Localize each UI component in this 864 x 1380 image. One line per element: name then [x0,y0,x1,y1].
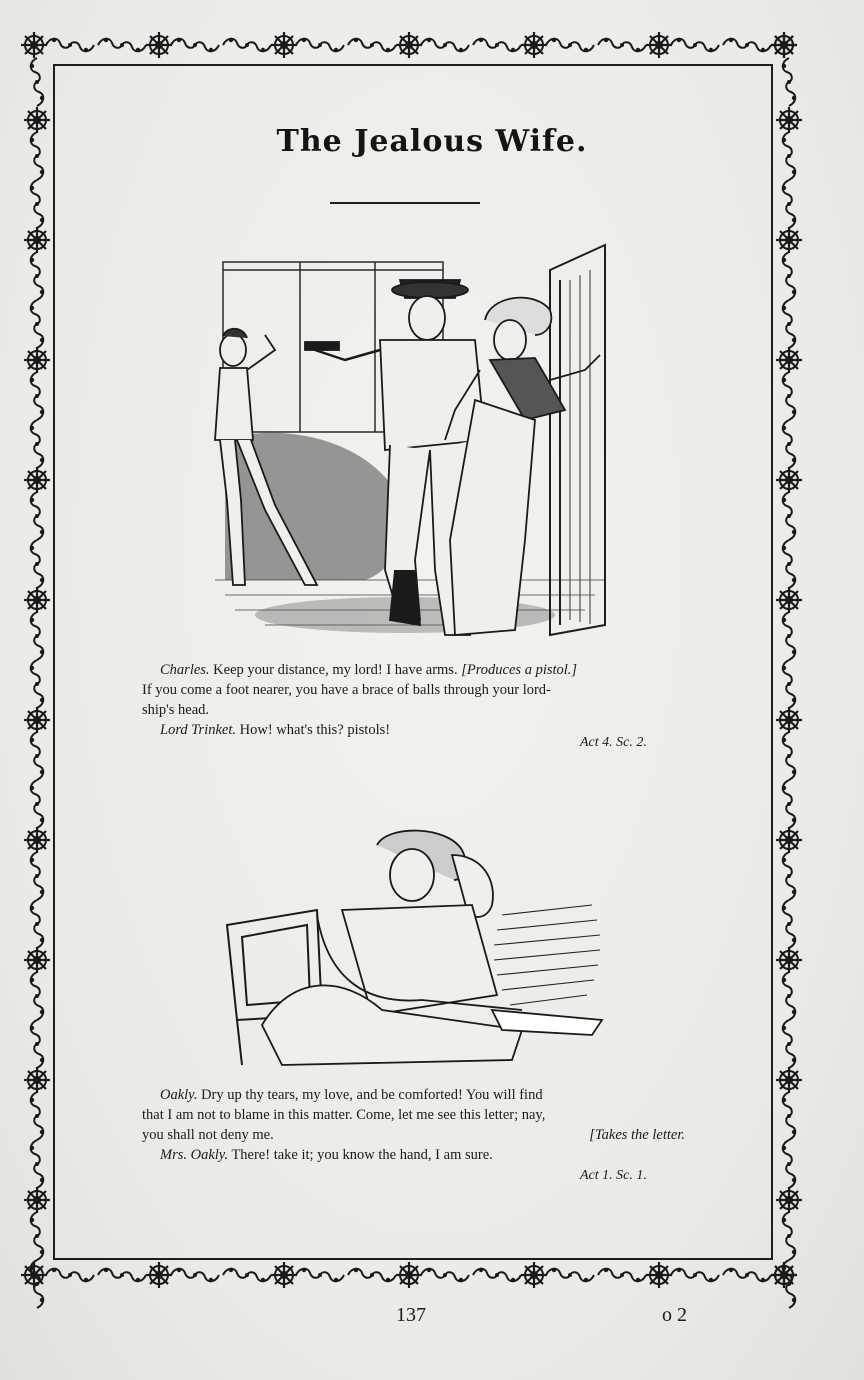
caption-2-line-3 [142,1125,685,1145]
caption-1-line-1 [160,660,680,680]
speaker-mrs-oakly: Mrs. Oakly. [160,1147,229,1163]
border-scroll [30,180,44,228]
speaker-oakly: Oakly. [160,1087,198,1103]
border-scroll [30,58,44,106]
border-scroll [30,852,44,900]
border-rosette [776,827,802,853]
border-rosette [776,1187,802,1213]
border-scroll [30,1092,44,1140]
border-scroll [30,1020,44,1068]
border-scroll [782,972,796,1020]
dialogue-charles: Keep your distance, my lord! I have arms. [213,662,458,678]
border-scroll [782,58,796,106]
border-rosette [24,587,50,613]
caption-2-line-1 [160,1085,680,1105]
act-reference-2: Act 1. Sc. 1. [580,1168,647,1183]
border-rosette [776,347,802,373]
border-rosette [24,947,50,973]
border-scroll [782,180,796,228]
border-scroll [348,1268,396,1282]
border-scroll [30,612,44,660]
border-rosette [24,227,50,253]
caption-plate-2 [142,1085,685,1165]
dialogue-lord-trinket: How! what's this? pistols! [239,722,391,738]
border-rosette [24,707,50,733]
border-rosette [776,587,802,613]
border-scroll [171,38,219,52]
border-rosette [24,1187,50,1213]
border-scroll [30,660,44,708]
border-rosette [396,1262,422,1288]
border-rosette [776,707,802,733]
border-rosette [771,32,797,58]
border-rosette [521,32,547,58]
border-scroll [782,492,796,540]
border-scroll [473,38,521,52]
caption-1-line-2: If you come a foot nearer, you have a brace of balls through your lord- [142,682,551,698]
border-scroll [546,38,594,52]
border-scroll [30,732,44,780]
border-scroll [30,492,44,540]
border-scroll [782,732,796,780]
dialogue-oakly: Dry up thy tears, my love, and be comforted! You will find [201,1087,543,1103]
border-scroll [30,1212,44,1260]
border-rosette [776,467,802,493]
speaker-charles: Charles. [160,662,210,678]
border-scroll [782,300,796,348]
border-scroll [30,972,44,1020]
border-rosette [776,947,802,973]
dialogue-oakly-end: you shall not deny me. [142,1127,274,1143]
border-rosette [271,1262,297,1288]
border-scroll [30,300,44,348]
border-scroll [296,38,344,52]
caption-1-line-3: ship's head. [142,702,210,718]
border-rosette [776,227,802,253]
caption-2-line-4 [160,1145,680,1165]
border-scroll [782,1020,796,1068]
border-scroll [598,1268,646,1282]
border-rosette [24,347,50,373]
border-scroll [30,420,44,468]
border-scroll [348,38,396,52]
border-rosette [24,827,50,853]
border-rosette [646,1262,672,1288]
dialogue-mrs-oakly: There! take it; you know the hand, I am sure. [231,1147,493,1163]
border-rosette [21,32,47,58]
border-scroll [421,38,469,52]
border-rosette [521,1262,547,1288]
border-scroll [46,1268,94,1282]
border-scroll [223,38,271,52]
border-rosette [24,1067,50,1093]
border-scroll [782,372,796,420]
border-scroll [782,780,796,828]
border-scroll [782,660,796,708]
caption-plate-1 [142,660,680,740]
border-scroll [782,1212,796,1260]
engraving-charles-pistol [205,240,615,645]
border-scroll [782,900,796,948]
border-rosette [396,32,422,58]
border-rosette [24,467,50,493]
border-rosette [776,1067,802,1093]
page-title: The Jealous Wife. [276,124,588,159]
border-scroll [782,420,796,468]
border-scroll [598,38,646,52]
border-scroll [671,38,719,52]
border-rosette [271,32,297,58]
border-scroll [30,372,44,420]
border-scroll [98,1268,146,1282]
border-scroll [723,1268,771,1282]
border-scroll [171,1268,219,1282]
border-scroll [296,1268,344,1282]
title-rule [330,202,480,204]
act-reference-1: Act 4. Sc. 2. [580,735,647,750]
page-number: 137 [396,1304,426,1326]
border-scroll [782,852,796,900]
border-scroll [223,1268,271,1282]
engraving-mrs-oakly [222,825,612,1070]
border-rosette [146,1262,172,1288]
border-scroll [782,1092,796,1140]
border-scroll [473,1268,521,1282]
border-scroll [98,38,146,52]
border-scroll [30,540,44,588]
border-scroll [46,38,94,52]
border-rosette [146,32,172,58]
caption-2-line-2: that I am not to blame in this matter. Come, let me see this letter; nay, [142,1107,546,1123]
border-scroll [782,612,796,660]
border-scroll [421,1268,469,1282]
border-scroll [546,1268,594,1282]
border-scroll [782,1140,796,1188]
border-rosette [21,1262,47,1288]
border-scroll [782,252,796,300]
border-scroll [30,252,44,300]
border-scroll [30,780,44,828]
stage-direction-letter: [Takes the letter. [589,1127,685,1143]
signature-mark: o 2 [662,1304,687,1326]
border-scroll [671,1268,719,1282]
border-rosette [646,32,672,58]
border-scroll [30,900,44,948]
stage-direction-pistol: [Produces a pistol.] [461,662,578,678]
border-scroll [723,38,771,52]
border-scroll [30,1140,44,1188]
speaker-lord-trinket: Lord Trinket. [160,722,237,738]
border-scroll [782,540,796,588]
